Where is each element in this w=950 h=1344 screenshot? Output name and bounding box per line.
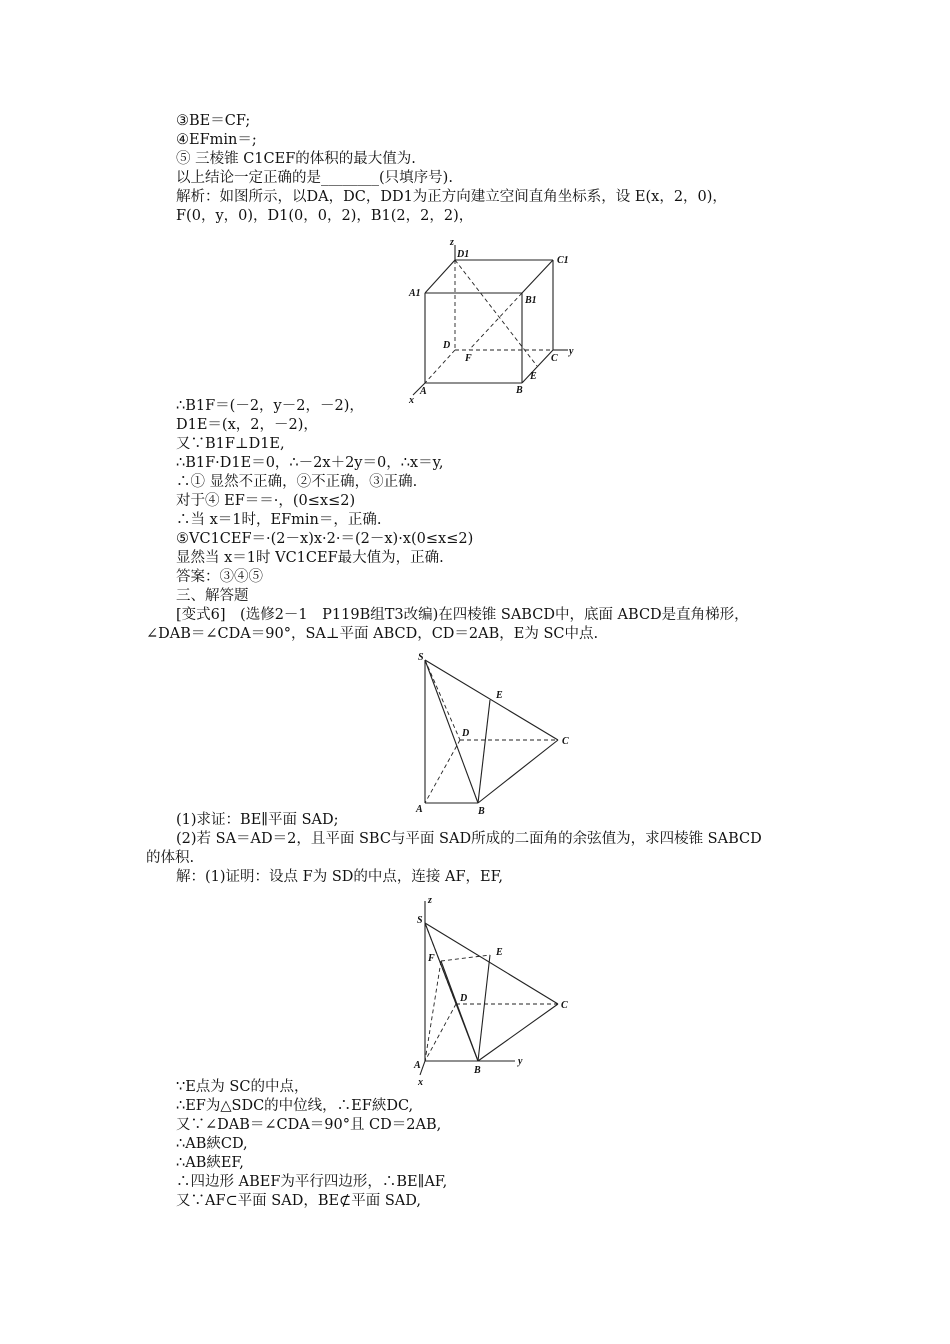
- text-line: 三、解答题: [176, 588, 249, 604]
- cube-label: B1: [525, 295, 537, 306]
- cube-label: B: [516, 385, 523, 396]
- cube-label: C1: [557, 255, 569, 266]
- text-line: ∠DAB＝∠CDA＝90°，SA⊥平面 ABCD，CD＝2AB，E为 SC中点.: [146, 626, 599, 642]
- pyramid1-label: D: [462, 728, 470, 739]
- text-line: 以上结论一定正确的是________(只填序号).: [176, 170, 453, 186]
- pyramid2-label: A: [414, 1060, 421, 1071]
- pyramid1-label: E: [496, 690, 503, 701]
- text-line: ∵E点为 SC的中点，: [176, 1079, 309, 1095]
- text-line: (1)求证：BE∥平面 SAD;: [176, 812, 339, 828]
- cube-label: F: [465, 353, 472, 364]
- cube-label: D: [443, 340, 451, 351]
- pyramid-figure-1: [410, 648, 600, 818]
- text-line: 对于④ EF＝＝·，(0≤x≤2): [176, 493, 356, 509]
- text-line: 又∵AF⊂平面 SAD，BE⊄平面 SAD,: [176, 1193, 421, 1209]
- pyramid2-label: F: [428, 953, 435, 964]
- text-line: 答案：③④⑤: [176, 569, 263, 585]
- text-line: ④EFmin＝;: [176, 132, 257, 148]
- pyramid2-label: z: [428, 895, 432, 906]
- pyramid1-label: A: [416, 804, 423, 815]
- cube-label: z: [450, 237, 454, 248]
- text-line: 又∵B1F⊥D1E,: [176, 436, 285, 452]
- cube-label: C: [551, 353, 558, 364]
- text-line: [变式6] (选修2－1 P119B组T3改编)在四棱锥 SABCD中，底面 ABCD是直角梯形，: [176, 607, 749, 623]
- text-line: ⑤VC1CEF＝·(2－x)x·2·＝(2－x)·x(0≤x≤2): [176, 531, 474, 547]
- text-line: 解：(1)证明：设点 F为 SD的中点，连接 AF，EF,: [176, 869, 504, 885]
- text-line: ∴四边形 ABEF为平行四边形，∴BE∥AF,: [176, 1174, 448, 1190]
- text-line: ∴AB綊CD,: [176, 1136, 248, 1152]
- pyramid2-label: E: [496, 947, 503, 958]
- cube-label: y: [569, 346, 574, 357]
- text-line: ∴AB綊EF,: [176, 1155, 244, 1171]
- pyramid2-label: S: [417, 915, 423, 926]
- cube-label: A1: [409, 288, 421, 299]
- cube-label: A: [420, 386, 427, 397]
- text-line: ∴EF为△SDC的中位线，∴EF綊DC,: [176, 1098, 414, 1114]
- text-line: ⑤ 三棱锥 C1CEF的体积的最大值为.: [176, 151, 416, 167]
- pyramid2-label: D: [460, 993, 468, 1004]
- text-line: F(0，y，0)，D1(0，0，2)，B1(2，2，2)，: [176, 208, 474, 224]
- pyramid1-label: S: [418, 652, 424, 663]
- pyramid2-label: B: [474, 1065, 481, 1076]
- cube-label: x: [409, 395, 414, 405]
- text-line: 的体积.: [146, 850, 195, 866]
- cube-figure: [405, 235, 585, 405]
- text-line: ∴B1F＝(－2，y－2，－2)，: [176, 398, 364, 414]
- pyramid2-label: C: [561, 1000, 568, 1011]
- text-line: D1E＝(x，2，－2)，: [176, 417, 318, 433]
- cube-label: D1: [457, 249, 470, 260]
- pyramid2-label: y: [518, 1056, 523, 1067]
- text-line: 显然当 x＝1时 VC1CEF最大值为，正确.: [176, 550, 444, 566]
- text-line: ③BE＝CF;: [176, 113, 251, 129]
- pyramid2-label: x: [418, 1077, 423, 1088]
- text-line: ∴① 显然不正确，②不正确，③正确.: [176, 474, 418, 490]
- pyramid1-label: B: [478, 806, 485, 817]
- text-line: ∴B1F·D1E＝0，∴－2x＋2y＝0，∴x＝y,: [176, 455, 444, 471]
- cube-label: E: [530, 371, 537, 382]
- text-line: 解析：如图所示，以DA，DC，DD1为正方向建立空间直角坐标系，设 E(x，2，0)，: [176, 189, 727, 205]
- pyramid-figure-2: [410, 893, 600, 1093]
- text-line: ∴当 x＝1时，EFmin＝，正确.: [176, 512, 382, 528]
- text-line: (2)若 SA＝AD＝2，且平面 SBC与平面 SAD所成的二面角的余弦值为，求四棱锥 SABCD: [176, 831, 762, 847]
- pyramid1-label: C: [562, 736, 569, 747]
- text-line: 又∵∠DAB＝∠CDA＝90°且 CD＝2AB,: [176, 1117, 442, 1133]
